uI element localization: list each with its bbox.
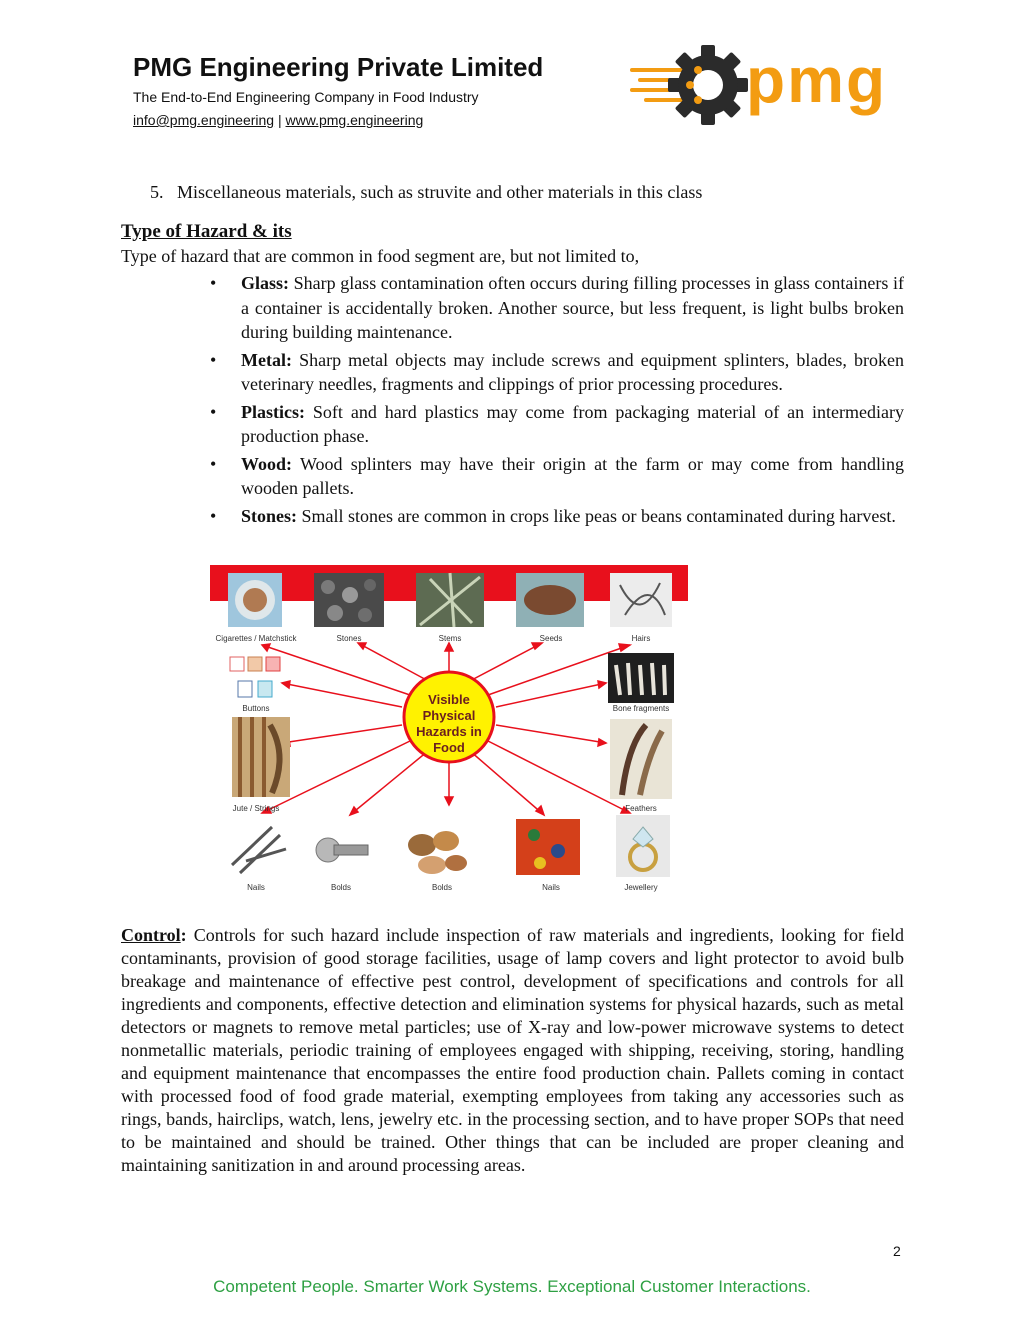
feathers-image: [610, 719, 672, 799]
center-line: Visible: [428, 692, 470, 707]
pmg-logo: [628, 40, 888, 130]
hazard-term: Plastics:: [241, 401, 305, 422]
page-number: 2: [893, 1243, 901, 1259]
label-nails: Nails: [542, 883, 560, 892]
section-heading: Type of Hazard & its: [121, 221, 292, 242]
hazard-term: Metal:: [241, 349, 292, 370]
label-cigarettes: Cigarettes / Matchstick: [215, 634, 297, 643]
hazard-desc: Sharp glass contamination often occurs during filling processes in glass containers if a container is accidentally broken. Another source, but less frequent, is light bulbs broken during building maintenance.: [241, 273, 904, 342]
email-link[interactable]: info@pmg.engineering: [133, 112, 275, 128]
label-jute: Jute / Strings: [232, 804, 280, 813]
hazard-item-stones: [208, 504, 904, 529]
hairs-image: [610, 573, 672, 627]
hazard-desc: Wood splinters may have their origin at the farm or may come from handling wooden pallets.: [241, 453, 904, 498]
label-stones: Stones: [336, 634, 362, 643]
hazards-diagram: [210, 565, 688, 895]
gear-icon: [668, 45, 748, 125]
list-text: Miscellaneous materials, such as struvite and other materials in this class: [177, 182, 703, 202]
hazard-term: Stones:: [241, 505, 298, 526]
hazard-item-wood: [208, 452, 904, 501]
control-paragraph: [121, 924, 904, 1177]
hazard-term: Glass:: [241, 273, 290, 293]
label-hairs: Hairs: [631, 634, 651, 643]
hazard-list: [208, 271, 904, 531]
label-feathers: Feathers: [625, 804, 657, 813]
hazard-desc: Sharp metal objects may include screws and equipment splinters, blades, broken veterinary needles, fragments and clippings of prior processing procedures.: [241, 349, 904, 394]
hazard-item-glass: [208, 271, 904, 345]
center-line: Food: [433, 740, 465, 755]
hazard-desc: Small stones are common in crops like peas or beans contaminated during harvest.: [301, 505, 896, 526]
company-tagline: The End-to-End Engineering Company in Food Industry: [133, 89, 479, 105]
hazard-term: Wood:: [241, 453, 293, 474]
company-name: PMG Engineering Private Limited: [133, 52, 544, 82]
cigarettes-image: [228, 573, 282, 627]
control-colon: :: [180, 925, 187, 945]
seeds-image: [516, 573, 584, 627]
stones-image: [314, 573, 384, 627]
contact-separator: |: [277, 112, 282, 128]
control-text: Controls for such hazard include inspection of raw materials and ingredients, looking for field contaminants, provision of good storage facilities, usage of lamp covers and light protector to avoid bulb breakage and maintenance of effective pest control, development of specifications and controls for all ingredients and components, effective detection and elimination systems for physical hazards, such as metal detectors or magnets to remove metal particles; use of X-ray and low-power microwave systems to detect nonmetallic materials, periodic training of employees engaged with shipping, receiving, storing, handling and equipment maintenance that encompasses the entire food production chain. Pallets coming in contact with processed food of food grade material, exempting employees from taking any accessories such as rings, bands, hairclips, watch, lens, jewelry etc. in the processing section, and to have proper SOPs that need to be maintained and should be trained. Other things that can be included are proper cleaning and maintaining sanitization in and around processing areas.: [121, 925, 904, 1175]
hazard-desc: Soft and hard plastics may come from packaging material of an intermediary production phase.: [241, 401, 904, 446]
bone-fragments-image: [608, 653, 674, 703]
label-bone-fragments: Bone fragments: [612, 704, 670, 713]
label-stems: Stems: [438, 634, 462, 643]
hazard-intro: Type of hazard that are common in food segment are, but not limited to,: [121, 246, 640, 266]
list-number: 5.: [150, 182, 164, 202]
footer-slogan: Competent People. Smarter Work Systems. Exceptional Customer Interactions.: [213, 1277, 811, 1296]
list-item-5: [150, 182, 702, 203]
label-buttons: Buttons: [242, 704, 270, 713]
colored-nails-image: [516, 819, 580, 875]
website-link[interactable]: www.pmg.engineering: [285, 112, 424, 128]
label-seeds: Seeds: [539, 634, 563, 643]
stems-image: [416, 573, 484, 627]
jute-image: [232, 717, 290, 797]
label-nails: Nails: [247, 883, 265, 892]
label-jewellery: Jewellery: [624, 883, 658, 892]
hazard-item-plastics: [208, 400, 904, 449]
label-bolds: Bolds: [330, 883, 352, 892]
jewellery-image: [616, 815, 670, 877]
center-line: Hazards in: [416, 724, 482, 739]
control-label: Control: [121, 925, 181, 945]
center-line: Physical: [422, 708, 476, 723]
hazard-item-metal: [208, 348, 904, 397]
contact-line: [133, 112, 423, 128]
pmg-logo-text: pmg: [746, 44, 888, 116]
label-bolds: Bolds: [431, 883, 453, 892]
